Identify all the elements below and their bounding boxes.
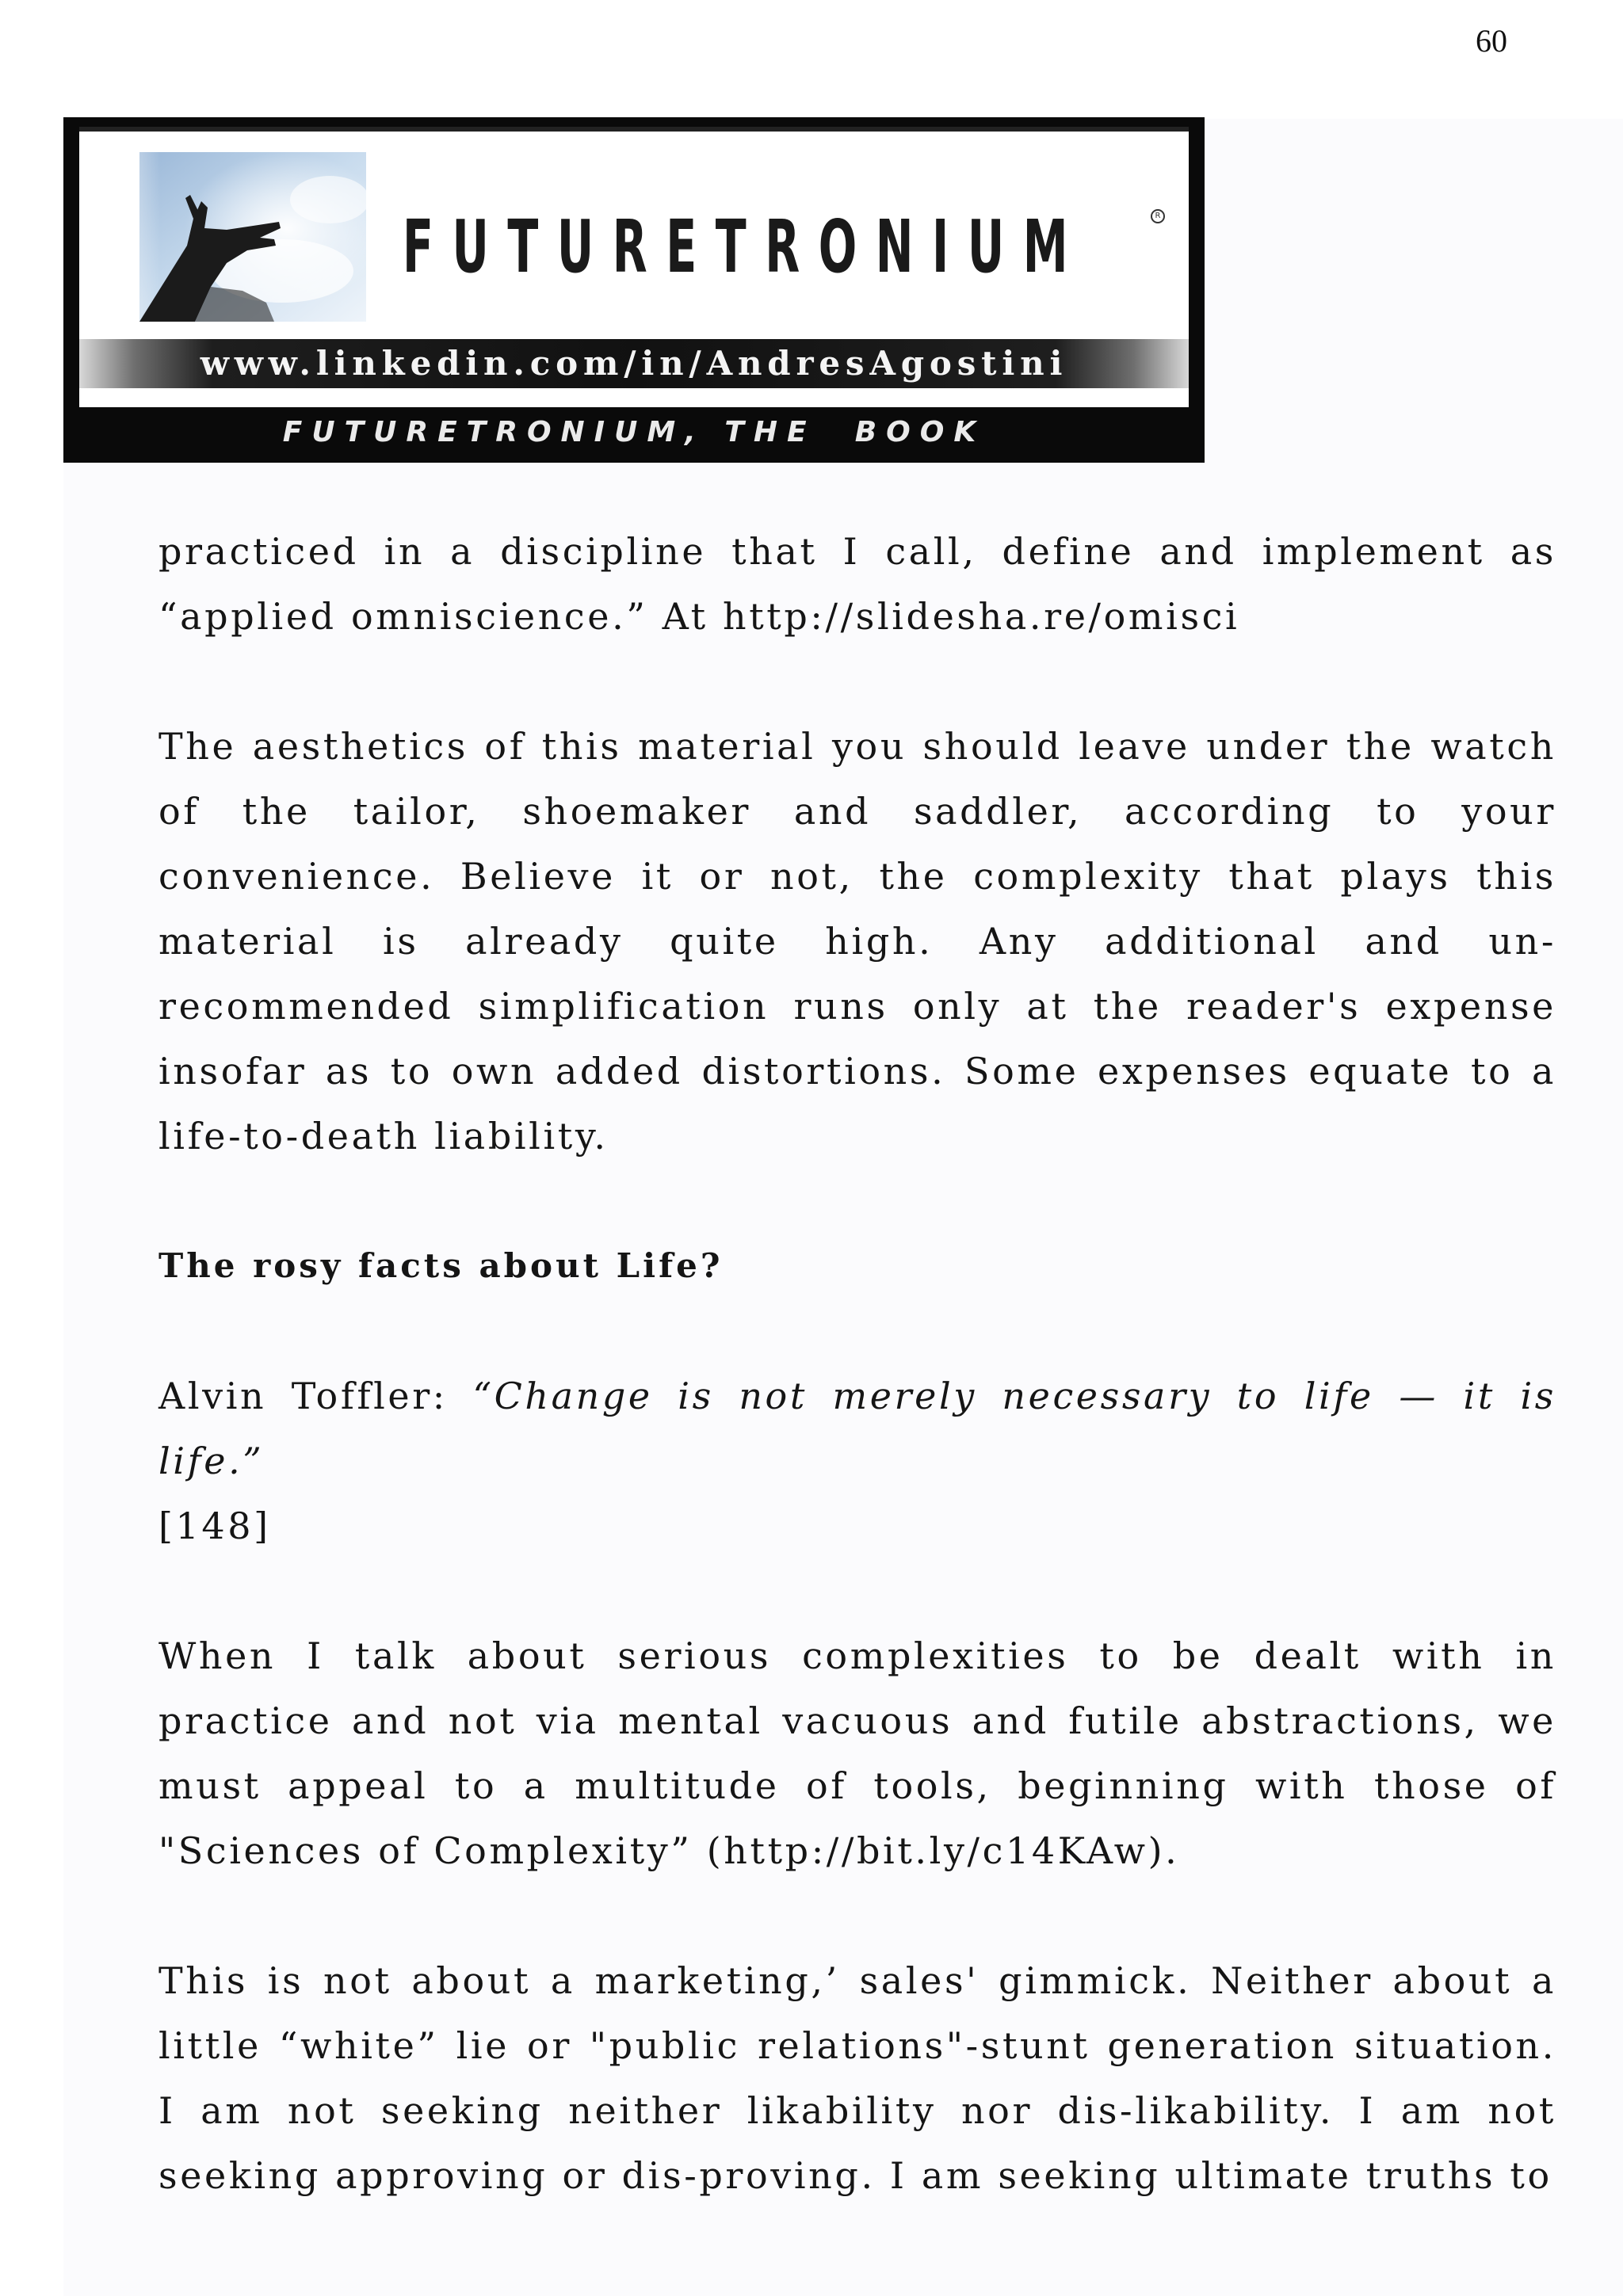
registered-trademark-icon: R xyxy=(1151,209,1165,223)
paragraph-aesthetics: The aesthetics of this material you should leave under the watch of the tailor, shoemaker and saddler, according to your convenience. Believe it or not, the complexity that plays this material is already quite high. Any additional and un-recommended simplification runs only at the reader's expense insofar as to own added distortions. Some expenses equate to a life-to-death liability. xyxy=(158,725,1556,1158)
quote-text: “Change is not merely necessary to life — it is life.” xyxy=(158,1375,1556,1482)
paragraph-complexity: When I talk about serious complexities to be dealt with in practice and not via mental vacuous and futile abstractions, we must appeal to a multitude of tools, beginning with those of "Sciences of Complexity” (http://bit.ly/c14KAw). xyxy=(158,1634,1556,1872)
toffler-quote xyxy=(158,1363,1556,1493)
section-heading: The rosy facts about Life? xyxy=(158,1246,724,1285)
page-number: 60 xyxy=(1476,23,1507,59)
quote-author: Alvin Toffler: xyxy=(158,1375,448,1417)
banner-subtitle: FUTURETRONIUM, THE BOOK xyxy=(282,416,986,448)
banner-wordmark: FUTURETRONIUM xyxy=(403,204,1087,289)
paragraph-truths: This is not about a marketing,’ sales' gimmick. Neither about a little “white” lie or "public relations"-stunt generation situation. I am not seeking neither likability nor dis-likability. I am not seeking approving or dis-proving. I am seeking ultimate truths to xyxy=(158,1959,1556,2197)
quote-reference: [148] xyxy=(158,1505,271,1547)
hand-reaching-sky-image xyxy=(92,152,366,322)
paragraph-applied-omniscience: practiced in a discipline that I call, define and implement as “applied omniscience.” At http://slidesha.re/omisci xyxy=(158,530,1556,638)
banner-url: www.linkedin.com/in/AndresAgostini xyxy=(200,344,1068,383)
page-body xyxy=(158,519,1556,2273)
banner-url-bar xyxy=(79,339,1189,388)
futuretronium-banner xyxy=(63,117,1205,463)
banner-panel xyxy=(79,127,1189,407)
